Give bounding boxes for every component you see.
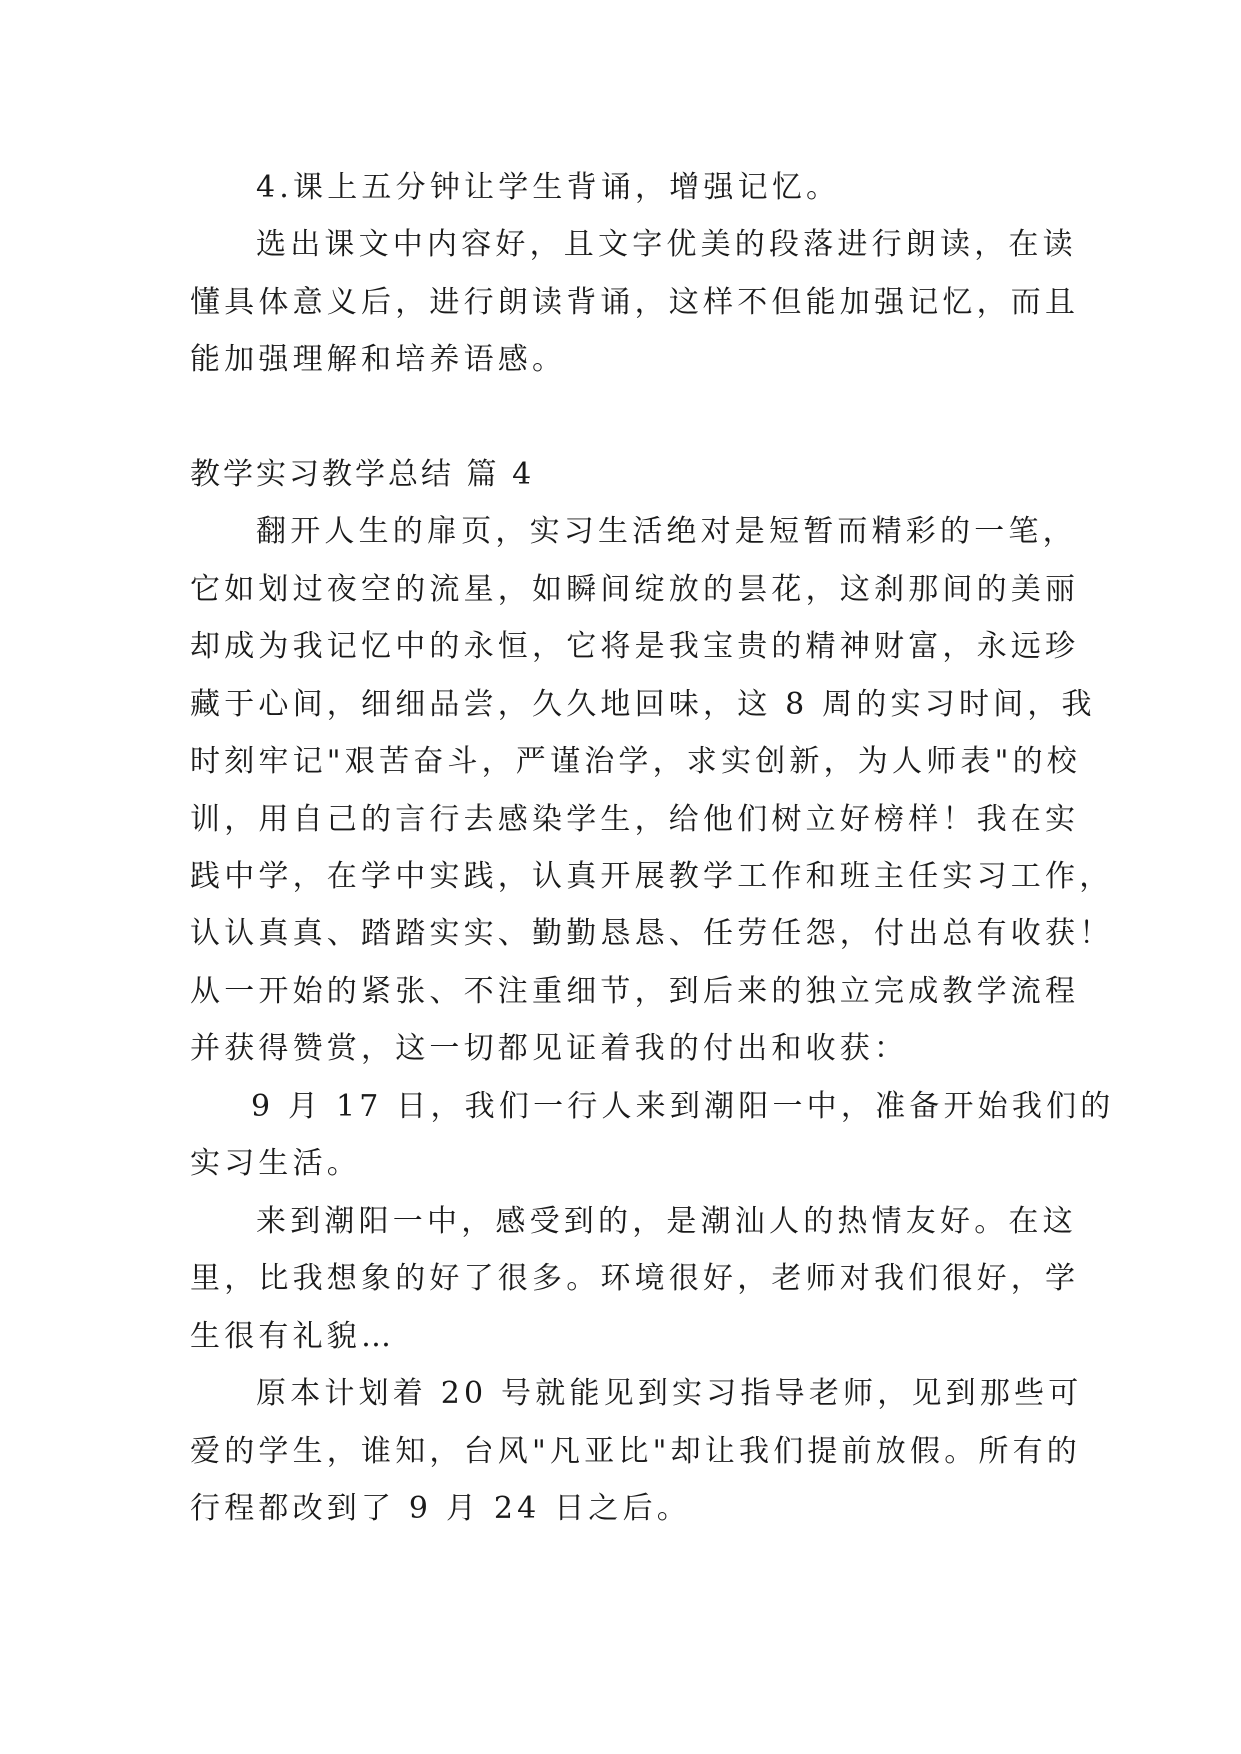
paragraph-line: 认认真真、踏踏实实、勤勤恳恳、任劳任怨，付出总有收获！ [190,916,1114,951]
paragraph-line: 原本计划着 20 号就能见到实习指导老师，见到那些可 [256,1376,1083,1411]
paragraph-line: 实习生活。 [190,1146,361,1181]
paragraph-line: 从一开始的紧张、不注重细节，到后来的独立完成教学流程 [190,974,1080,1009]
paragraph-line: 时刻牢记"艰苦奋斗，严谨治学，求实创新，为人师表"的校 [190,744,1081,779]
paragraph-line: 选出课文中内容好，且文字优美的段落进行朗读，在读 [256,227,1077,262]
list-item-4: 4.课上五分钟让学生背诵，增强记忆。 [256,170,841,205]
paragraph-line: 能加强理解和培养语感。 [190,342,567,377]
paragraph-line: 翻开人生的扉页，实习生活绝对是短暂而精彩的一笔， [256,514,1077,549]
paragraph-line: 来到潮阳一中，感受到的，是潮汕人的热情友好。在这 [256,1204,1077,1239]
paragraph-line: 行程都改到了 9 月 24 日之后。 [190,1491,692,1526]
paragraph-line: 践中学，在学中实践，认真开展教学工作和班主任实习工作， [190,859,1114,894]
paragraph-line: 9 月 17 日，我们一行人来到潮阳一中，准备开始我们的 [251,1089,1115,1124]
paragraph-line: 懂具体意义后，进行朗读背诵，这样不但能加强记忆，而且 [190,285,1080,320]
paragraph-line: 里，比我想象的好了很多。环境很好，老师对我们很好，学 [190,1261,1080,1296]
paragraph-line: 生很有礼貌… [190,1319,396,1354]
paragraph-line: 并获得赞赏，这一切都见证着我的付出和收获： [190,1031,909,1066]
section-heading: 教学实习教学总结 篇 4 [190,457,535,492]
paragraph-line: 训，用自己的言行去感染学生，给他们树立好榜样！我在实 [190,802,1080,837]
paragraph-line: 藏于心间，细细品尝，久久地回味，这 8 周的实习时间，我 [190,687,1096,722]
paragraph-line: 它如划过夜空的流星，如瞬间绽放的昙花，这刹那间的美丽 [190,572,1080,607]
paragraph-line: 却成为我记忆中的永恒，它将是我宝贵的精神财富，永远珍 [190,629,1080,664]
paragraph-line: 爱的学生，谁知，台风"凡亚比"却让我们提前放假。所有的 [190,1434,1081,1469]
